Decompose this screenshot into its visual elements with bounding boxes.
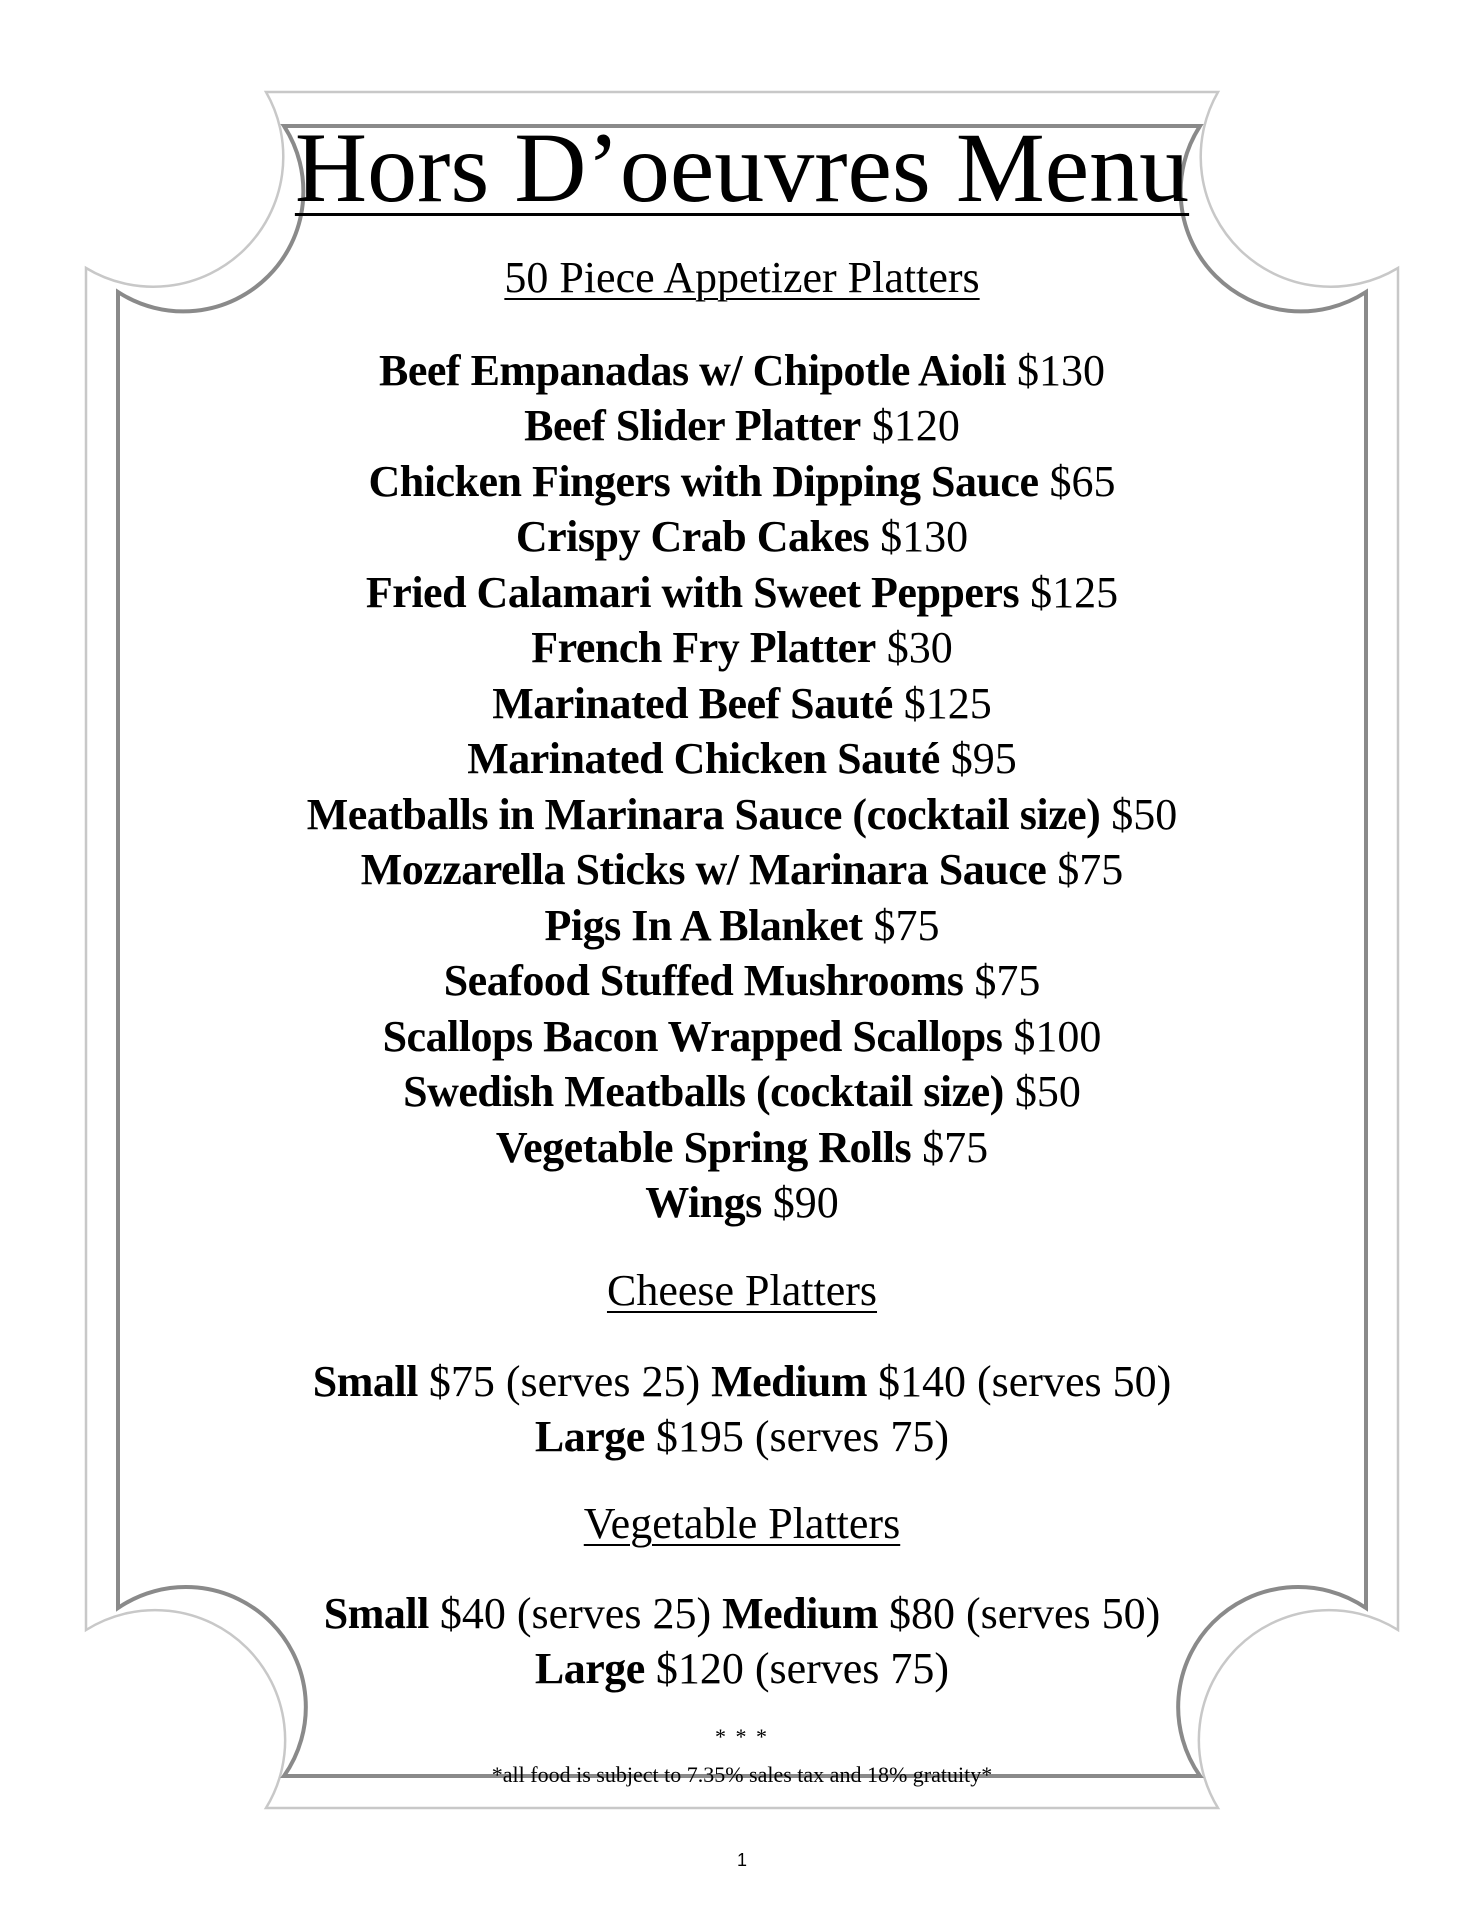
size-label: Medium [711,1356,867,1406]
item-name: Scallops Bacon Wrapped Scallops [382,1011,1003,1061]
item-name: Beef Slider Platter [524,401,861,451]
item-name: Swedish Meatballs (cocktail size) [403,1067,1004,1117]
size-detail: $40 (serves 25) [439,1589,712,1639]
menu-item [230,1064,1254,1120]
item-name: Mozzarella Sticks w/ Marinara Sauce [360,845,1047,895]
item-price: $125 [903,678,992,728]
size-detail: $140 (serves 50) [877,1356,1172,1406]
menu-item [230,398,1254,454]
menu-item [230,565,1254,621]
size-label: Small [312,1356,418,1406]
item-price: $30 [886,623,953,673]
item-name: Crispy Crab Cakes [515,512,870,562]
appetizer-heading: 50 Piece Appetizer Platters [504,253,980,302]
item-price: $100 [1013,1011,1102,1061]
price-line [230,1641,1254,1696]
menu-item [230,454,1254,510]
price-line [230,1586,1254,1641]
item-price: $75 [974,956,1041,1006]
item-name: Beef Empanadas w/ Chipotle Aioli [379,345,1006,395]
item-name: Pigs In A Blanket [544,900,863,950]
size-detail: $80 (serves 50) [888,1589,1161,1639]
size-label: Small [323,1589,429,1639]
item-price: $125 [1030,567,1119,617]
item-name: Marinated Beef Sauté [492,678,893,728]
page-number: 1 [736,1850,747,1870]
menu-item [230,620,1254,676]
menu-item [230,1009,1254,1065]
item-name: Vegetable Spring Rolls [495,1122,912,1172]
footnote: *all food is subject to 7.35% sales tax and 18% gratuity* [491,1762,993,1788]
item-price: $130 [880,512,969,562]
item-price: $50 [1014,1067,1081,1117]
item-name: Meatballs in Marinara Sauce (cocktail size) [306,789,1101,839]
cheese-prices [230,1354,1254,1464]
appetizer-section [230,252,1254,1231]
item-price: $75 [873,900,940,950]
size-label: Large [534,1411,645,1461]
menu-item [230,509,1254,565]
menu-item [230,787,1254,843]
price-line [230,1354,1254,1409]
item-price: $75 [922,1122,989,1172]
menu-item [230,953,1254,1009]
price-line [230,1409,1254,1464]
item-name: Seafood Stuffed Mushrooms [443,956,964,1006]
item-price: $130 [1016,345,1105,395]
item-price: $50 [1111,789,1178,839]
size-label: Large [534,1644,645,1694]
item-name: Chicken Fingers with Dipping Sauce [368,456,1039,506]
separator: * * * [715,1724,769,1750]
item-name: Marinated Chicken Sauté [467,734,940,784]
menu-item [230,898,1254,954]
menu-item [230,842,1254,898]
size-detail: $195 (serves 75) [655,1411,950,1461]
page-title: Hors D’oeuvres Menu [294,112,1190,223]
menu-item [230,1175,1254,1231]
menu-item [230,731,1254,787]
item-price: $90 [772,1178,839,1228]
item-name: Fried Calamari with Sweet Peppers [365,567,1020,617]
menu-item [230,1120,1254,1176]
menu-item [230,676,1254,732]
menu-content [230,112,1254,1788]
appetizer-list [230,343,1254,1231]
item-price: $95 [950,734,1017,784]
item-price: $75 [1057,845,1124,895]
item-price: $120 [871,401,960,451]
vegetable-prices [230,1586,1254,1696]
vegetable-section [230,1498,1254,1697]
size-detail: $120 (serves 75) [655,1644,950,1694]
vegetable-heading: Vegetable Platters [583,1498,901,1548]
cheese-section [230,1265,1254,1464]
size-label: Medium [722,1589,878,1639]
cheese-heading: Cheese Platters [606,1265,878,1315]
item-price: $65 [1049,456,1116,506]
menu-item [230,343,1254,399]
item-name: French Fry Platter [531,623,876,673]
item-name: Wings [645,1178,762,1228]
size-detail: $75 (serves 25) [428,1356,701,1406]
